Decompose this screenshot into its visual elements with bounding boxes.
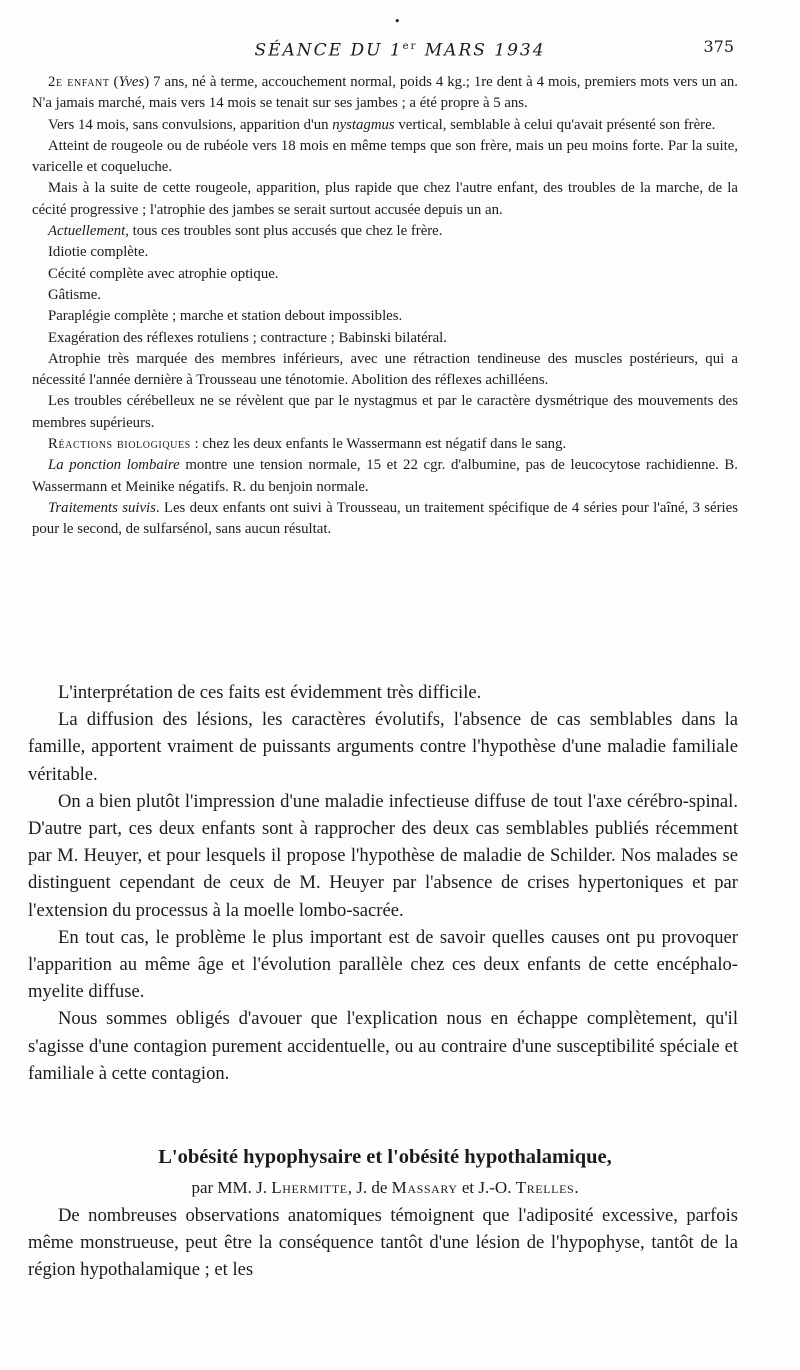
- article-opening: De nombreuses observations anatomiques témoignent que l'adiposité excessive, parfois même monstrueuse, peut être la conséquence tantôt d'une lésion de l'hypophyse, tantôt de la région hypothalamique ; et les: [28, 1205, 738, 1281]
- page-mark: •: [394, 15, 401, 28]
- discussion-paragraph: La diffusion des lésions, les caractères évolutifs, l'absence de cas semblables dans la famille, apportent vraiment de puissants arguments contre l'hypothèse d'une maladie familiale véritable.: [28, 709, 738, 785]
- symptom-line: Cécité complète avec atrophie optique.: [48, 265, 279, 282]
- discussion-paragraph: Nous sommes obligés d'avouer que l'explication nous en échappe complètement, qu'il s'agisse d'une contagion purement accidentuelle, ou au contraire d'une susceptibilité spéciale et familiale à cette contagion.: [28, 1008, 738, 1084]
- case-paragraph: Réactions biologiques : chez les deux enfants le Wassermann est négatif dans le sang.: [48, 436, 567, 453]
- running-title: SÉANCE DU 1er MARS 1934: [254, 40, 546, 61]
- discussion-paragraph: L'interprétation de ces faits est évidemment très difficile.: [58, 682, 482, 703]
- case-paragraph: La ponction lombaire montre une tension normale, 15 et 22 cgr. d'albumine, pas de leucocytose rachidienne. B. Wassermann et Meinike négatifs. R. du benjoin normale.: [32, 457, 738, 495]
- case-paragraph: Mais à la suite de cette rougeole, apparition, plus rapide que chez l'autre enfant, des troubles de la marche, de la cécité progressive ; l'atrophie des jambes se serait surtout accusée depuis un an.: [32, 180, 738, 218]
- case-intro: 2e enfant (Yves) 7 ans, né à terme, accouchement normal, poids 4 kg.; 1re dent à 4 mois, premiers mots vers un an. N'a jamais marché, mais vers 14 mois se tenait sur ses jambes ; a été propre à 5 ans.: [32, 74, 738, 112]
- case-paragraph: Vers 14 mois, sans convulsions, apparition d'un nystagmus vertical, semblable à celui qu'avait présenté son frère.: [48, 116, 716, 133]
- case-report: [32, 72, 738, 541]
- article-body: [28, 1202, 738, 1284]
- case-paragraph: Traitements suivis. Les deux enfants ont suivi à Trousseau, un traitement spécifique de 4 séries pour l'aîné, 3 séries pour le second, de sulfarsénol, sans aucun résultat.: [32, 499, 738, 538]
- case-paragraph: Atteint de rougeole ou de rubéole vers 18 mois en même temps que son frère, mais un peu moins forte. Par la suite, varicelle et coqueluche.: [32, 137, 738, 176]
- symptom-line: Gâtisme.: [48, 286, 102, 303]
- article-byline: par MM. J. Lhermitte, J. de Massary et J.-O. Trelles.: [191, 1178, 579, 1197]
- page-number: 375: [703, 37, 734, 56]
- article-heading: [30, 1142, 740, 1202]
- discussion: [28, 679, 738, 1087]
- symptom-line: Exagération des réflexes rotuliens ; contracture ; Babinski bilatéral.: [48, 329, 447, 346]
- discussion-paragraph: En tout cas, le problème le plus important est de savoir quelles causes ont pu provoquer l'apparition au même âge et l'évolution parallèle chez ces deux enfants de cette encéphalo-myelite diffuse.: [28, 926, 738, 1003]
- case-paragraph: Les troubles cérébelleux ne se révèlent que par le nystagmus et par le caractère dysmétrique des mouvements des membres supérieurs.: [32, 393, 738, 431]
- case-paragraph: Atrophie très marquée des membres inférieurs, avec une rétraction tendineuse des muscles postérieurs, qui a nécessité l'année dernière à Trousseau une ténotomie. Abolition des réflexes achilléens.: [32, 350, 738, 389]
- symptom-line: Idiotie complète.: [48, 244, 149, 261]
- running-header: [0, 36, 800, 61]
- article-title: L'obésité hypophysaire et l'obésité hypothalamique,: [158, 1146, 612, 1168]
- case-paragraph: Actuellement, tous ces troubles sont plus accusés que chez le frère.: [48, 223, 443, 240]
- symptom-line: Paraplégie complète ; marche et station debout impossibles.: [48, 308, 403, 325]
- discussion-paragraph: On a bien plutôt l'impression d'une maladie infectieuse diffuse de tout l'axe cérébro-spinal. D'autre part, ces deux enfants sont à rapprocher des deux cas semblables publiés récemment par M. Heuyer, et pour lesquels il propose l'hypothèse de maladie de Schilder. Nos malades se distinguent cependant de ceux de M. Heuyer par l'absence de crises hypertoniques et par l'extension du processus à la moelle lombo-sacrée.: [28, 790, 738, 921]
